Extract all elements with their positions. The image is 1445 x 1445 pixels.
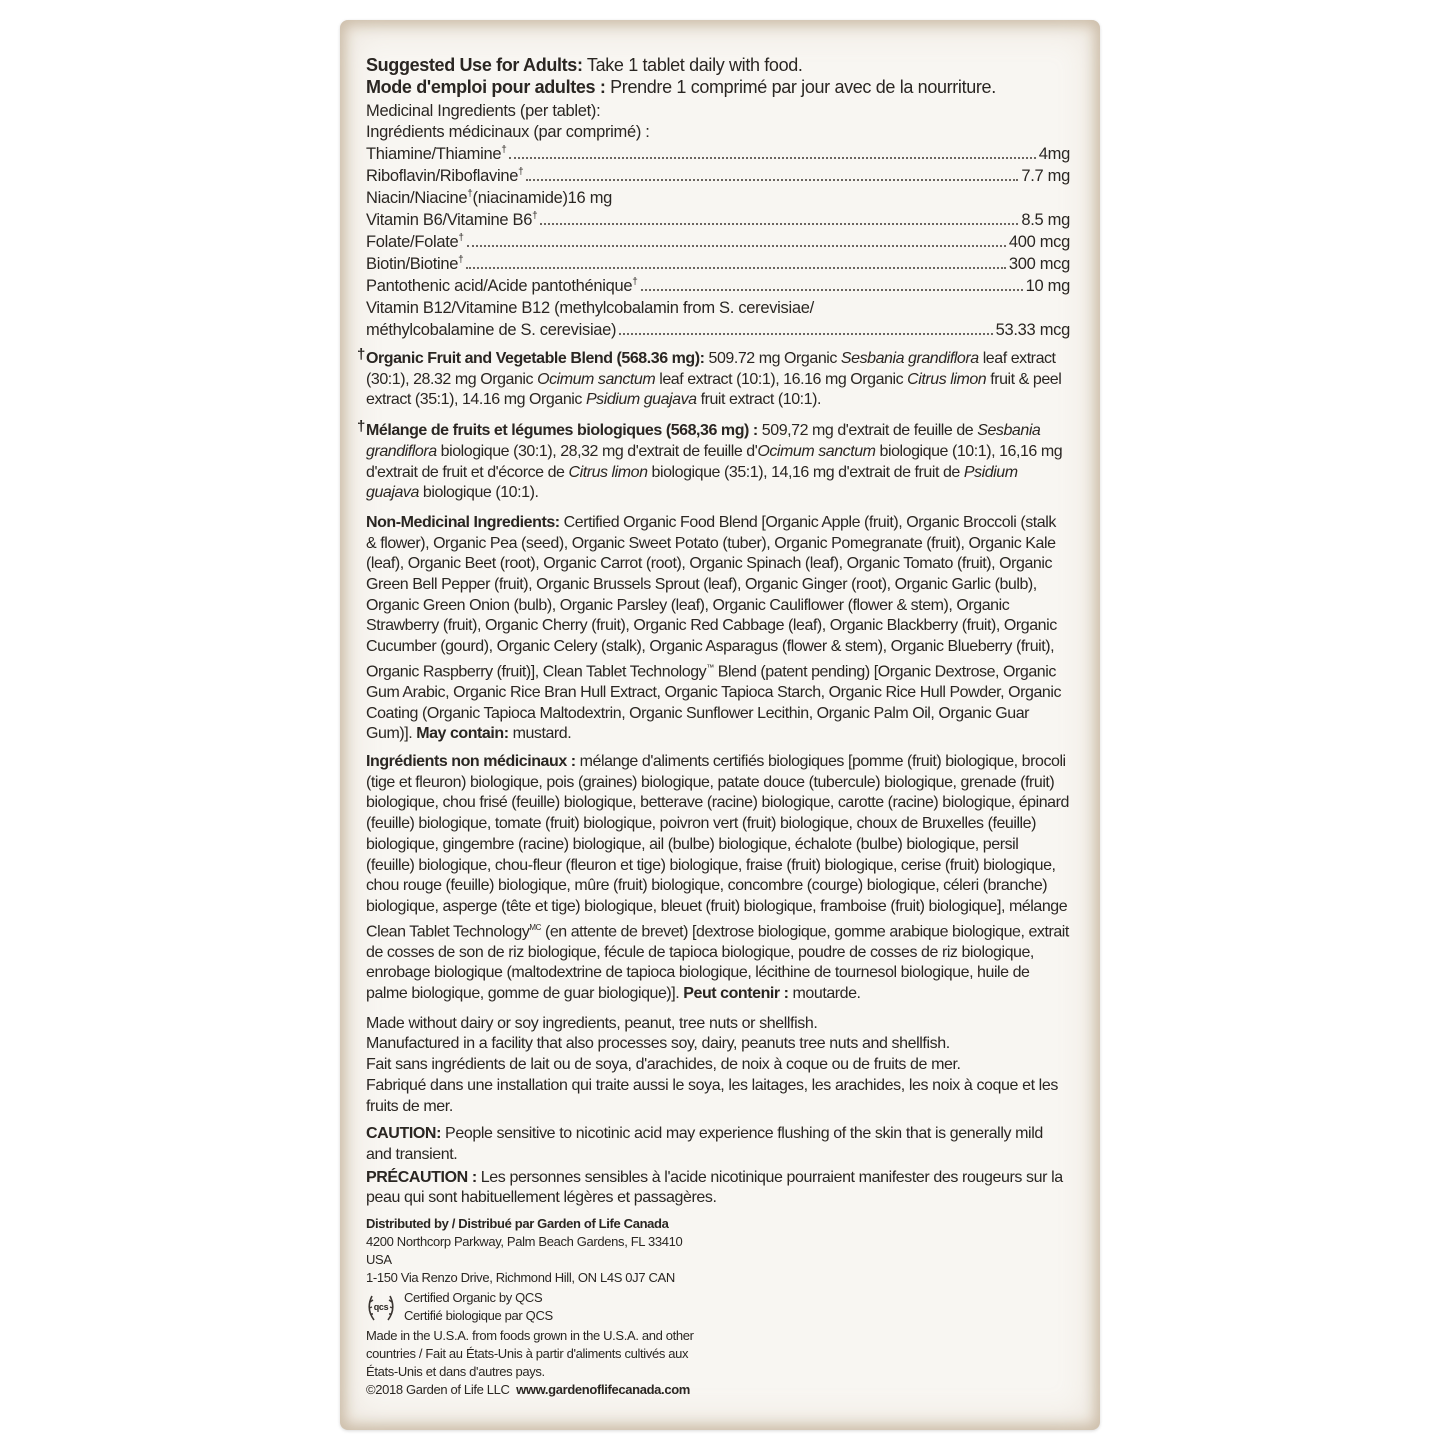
blend-en-paragraph bbox=[357, 346, 1070, 411]
ingredient-amount: 4mg bbox=[1038, 145, 1070, 163]
ingredient-amount: 300 mcg bbox=[1008, 255, 1070, 273]
species-name: Ocimum sanctum bbox=[537, 370, 656, 388]
certification-text bbox=[404, 1289, 553, 1325]
blend-text: 509.72 mg Organic bbox=[704, 350, 841, 367]
non-medicinal-en-label: Non-Medicinal Ingredients: bbox=[366, 513, 560, 531]
species-name: Citrus limon bbox=[907, 370, 987, 388]
blend-fr-paragraph bbox=[357, 418, 1070, 504]
leader-dots bbox=[466, 266, 1005, 269]
non-medicinal-fr-paragraph bbox=[366, 752, 1070, 1005]
ingredient-name: Riboflavin/Riboflavine bbox=[366, 167, 519, 185]
species-name: Ocimum sanctum bbox=[757, 442, 876, 460]
ingredient-row bbox=[366, 165, 1070, 187]
ingredient-row bbox=[366, 253, 1070, 275]
allergen-line: Fait sans ingrédients de lait ou de soya, d'arachides, de noix à coque ou de fruits de mer. bbox=[366, 1056, 961, 1074]
may-contain-label: Peut contenir : bbox=[683, 985, 789, 1003]
ingredient-row bbox=[366, 231, 1070, 253]
blend-text: leaf extract (10:1), 16.16 mg Organic bbox=[655, 370, 908, 388]
blend-text: 509,72 mg d'extrait de feuille de bbox=[757, 422, 978, 440]
allergen-line: Made without dairy or soy ingredients, peanut, tree nuts or shellfish. bbox=[366, 1014, 818, 1032]
species-name: Sesbania grandiflora bbox=[840, 350, 979, 367]
species-name: Sesbania grandiflora bbox=[366, 422, 1041, 460]
dagger-mark: † bbox=[458, 254, 464, 266]
non-medicinal-en-paragraph bbox=[366, 513, 1070, 745]
ingredient-name: Folate/Folate bbox=[366, 233, 459, 251]
copyright-text: ©2018 Garden of Life LLC bbox=[366, 1382, 510, 1398]
species-name: Psidium guajava bbox=[366, 463, 1018, 502]
caution-fr bbox=[366, 1168, 1070, 1209]
allergen-line: Manufactured in a facility that also processes soy, dairy, peanuts tree nuts and shellfish. bbox=[366, 1035, 950, 1053]
ingredient-row-b12-line1 bbox=[366, 297, 1070, 319]
non-medicinal-fr-text: mélange d'aliments certifiés biologiques [pomme (fruit) biologique, brocoli (tige et fleuron) biologique, pois (graines) biologique, patate douce (tubercule) biologique, grenade (fruit) biologique, chou frisé (feuille) biologique, betterave (racine) biologique, carotte (racine) biologique, épinard (feuille) biologique, tomate (fruit) biologique, poivron vert (fruit) biologique, choux de Bruxelles (feuille) biologique, gingembre (racine) biologique, ail (bulbe) biologique, échalote (bulbe) biologique, persil (feuille) biologique, chou-fleur (fleuron et tige) biologique, fraise (fruit) biologique, cerise (fruit) biologique, chou rouge (feuille) biologique, mûre (fruit) biologique, concombre (courge) biologique, céleri (branche) biologique, asperge (tête et tige) biologique, bleuet (fruit) biologique, framboise (fruit) biologique], mélange Clean Tablet Technology bbox=[366, 752, 1069, 940]
ingredient-suffix: (niacinamide)16 mg bbox=[472, 189, 613, 207]
caution-en bbox=[366, 1124, 1070, 1165]
ingredient-name: Niacin/Niacine bbox=[366, 189, 468, 207]
suggested-use-en-text: Take 1 tablet daily with food. bbox=[582, 55, 803, 75]
made-in-statement: Made in the U.S.A. from foods grown in the U.S.A. and other countries / Fait au États-Unis à partir d'aliments cultivés aux États-Unis et dans d'autres pays. bbox=[366, 1328, 694, 1380]
dagger-mark: † bbox=[501, 144, 507, 156]
leader-dots bbox=[619, 332, 992, 335]
leader-dots bbox=[526, 178, 1018, 181]
leader-dots bbox=[641, 288, 1023, 291]
blend-text: fruit extract (10:1). bbox=[696, 391, 821, 409]
suggested-use-fr bbox=[366, 76, 1070, 98]
non-medicinal-en-text: Certified Organic Food Blend [Organic Apple (fruit), Organic Broccoli (stalk & flower), Organic Pea (seed), Organic Sweet Potato (tuber), Organic Pomegranate (fruit), Organic Kale (leaf), Organic Beet (root), Organic Carrot (root), Organic Spinach (leaf), Organic Tomato (fruit), Organic Green Bell Pepper (fruit), Organic Brussels Sprout (leaf), Organic Ginger (root), Organic Garlic (bulb), Organic Green Onion (bulb), Organic Parsley (leaf), Organic Cauliflower (flower & stem), Organic Strawberry (fruit), Organic Cherry (fruit), Organic Red Cabbage (leaf), Organic Blackberry (fruit), Organic Cucumber (gourd), Organic Celery (stalk), Organic Asparagus (flower & stem), Organic Blueberry (fruit), Organic Raspberry (fruit)], Clean Tablet Technology bbox=[366, 513, 1057, 681]
ingredient-name: Pantothenic acid/Acide pantothénique bbox=[366, 277, 633, 295]
caution-fr-label: PRÉCAUTION : bbox=[366, 1168, 477, 1186]
certification-row bbox=[366, 1289, 711, 1325]
certified-fr: Certifié biologique par QCS bbox=[404, 1308, 553, 1324]
dagger-mark: † bbox=[518, 166, 524, 178]
may-contain-text: moutarde. bbox=[788, 985, 861, 1003]
blend-text: fruit & peel extract (35:1), 14.16 mg Organic bbox=[366, 370, 1062, 409]
suggested-use-fr-label: Mode d'emploi pour adultes : bbox=[366, 77, 606, 97]
dagger-mark: † bbox=[357, 346, 365, 363]
allergen-line: Fabriqué dans une installation qui traite aussi le soya, les laitages, les arachides, les noix à coque et les fruits de mer. bbox=[366, 1076, 1058, 1115]
address-line: 4200 Northcorp Parkway, Palm Beach Gardens, FL 33410 USA bbox=[366, 1234, 683, 1268]
leader-dots bbox=[509, 156, 1035, 159]
caution-en-label: CAUTION: bbox=[366, 1125, 442, 1143]
medicinal-heading-fr: Ingrédients médicinaux (par comprimé) : bbox=[366, 123, 650, 141]
distributor-line: Distributed by / Distribué par Garden of Life Canada bbox=[366, 1216, 669, 1232]
trademark-mark: MC bbox=[529, 922, 541, 932]
ingredient-row-b12-line2 bbox=[366, 319, 1070, 341]
blend-fr-label: Mélange de fruits et légumes biologiques (568,36 mg) : bbox=[366, 422, 758, 440]
ingredient-row bbox=[366, 209, 1070, 231]
leader-dots bbox=[540, 222, 1018, 225]
medicinal-heading-en: Medicinal Ingredients (per tablet): bbox=[366, 102, 601, 120]
trademark-mark: ™ bbox=[706, 662, 714, 672]
dagger-mark: † bbox=[357, 418, 365, 436]
blend-text: leaf extract (30:1), 28.32 mg Organic bbox=[366, 350, 1056, 388]
blend-text: biologique (10:1), 16,16 mg d'extrait de fruit et d'écorce de bbox=[366, 442, 1063, 481]
dagger-mark: † bbox=[467, 188, 473, 200]
dagger-mark: † bbox=[632, 276, 638, 288]
ingredient-row bbox=[366, 275, 1070, 297]
non-medicinal-fr-text-2: (en attente de brevet) [dextrose biologique, gomme arabique biologique, extrait de cosses de son de riz biologique, fécule de tapioca biologique, poudre de cosses de riz biologique, enrobage biologique (maltodextrine de tapioca biologique, lécithine de tournesol biologique, huile de palme biologique, gomme de guar biologique)]. bbox=[366, 922, 1069, 1003]
leader-dots bbox=[467, 244, 1006, 247]
certified-en: Certified Organic by QCS bbox=[404, 1290, 543, 1306]
qcs-logo-text: qcs bbox=[373, 1302, 389, 1313]
footer-block bbox=[366, 1215, 711, 1399]
ingredient-row bbox=[366, 187, 1070, 209]
blend-text: biologique (30:1), 28,32 mg d'extrait de feuille d' bbox=[436, 442, 758, 460]
ingredient-name: Biotin/Biotine bbox=[366, 255, 459, 273]
ingredient-amount: 53.33 mcg bbox=[995, 321, 1070, 339]
ingredient-name: Vitamin B12/Vitamine B12 (methylcobalamin from S. cerevisiae/ bbox=[366, 299, 814, 317]
allergen-statement bbox=[366, 1014, 1070, 1118]
website-link[interactable]: www.gardenoflifecanada.com bbox=[516, 1382, 690, 1398]
caution-en-text: People sensitive to nicotinic acid may experience flushing of the skin that is generally mild and transient. bbox=[366, 1125, 1043, 1163]
address-line: 1-150 Via Renzo Drive, Richmond Hill, ON L4S 0J7 CAN bbox=[366, 1270, 675, 1286]
dagger-mark: † bbox=[458, 232, 464, 244]
ingredient-name: méthylcobalamine de S. cerevisiae) bbox=[366, 321, 617, 339]
ingredient-row bbox=[366, 143, 1070, 165]
blend-text: biologique (10:1). bbox=[418, 484, 539, 502]
species-name: Citrus limon bbox=[568, 463, 648, 481]
non-medicinal-fr-label: Ingrédients non médicinaux : bbox=[366, 752, 576, 770]
non-medicinal-en-text-2: Blend (patent pending) [Organic Dextrose, Organic Gum Arabic, Organic Rice Bran Hull Extract, Organic Tapioca Starch, Organic Rice Hull Powder, Organic Coating (Organic Tapioca Maltodextrin, Organic Sunflower Lecithin, Organic Palm Oil, Organic Guar Gum)]. bbox=[366, 663, 1061, 743]
species-name: Psidium guajava bbox=[585, 391, 697, 409]
suggested-use-fr-text: Prendre 1 comprimé par jour avec de la nourriture. bbox=[605, 77, 996, 97]
blend-en-label: Organic Fruit and Vegetable Blend (568.36 mg): bbox=[366, 350, 705, 367]
label-content bbox=[357, 54, 1070, 1399]
suggested-use-en-label: Suggested Use for Adults: bbox=[366, 55, 583, 75]
may-contain-label: May contain: bbox=[416, 725, 509, 743]
ingredient-amount: 8.5 mg bbox=[1021, 211, 1070, 229]
product-label-panel bbox=[340, 20, 1100, 1430]
blend-text: biologique (35:1), 14,16 mg d'extrait de fruit de bbox=[647, 463, 964, 481]
qcs-certification-logo bbox=[366, 1290, 396, 1324]
may-contain-text: mustard. bbox=[508, 725, 572, 743]
dagger-mark: † bbox=[532, 210, 538, 222]
ingredient-amount: 7.7 mg bbox=[1021, 167, 1070, 185]
ingredient-amount: 10 mg bbox=[1025, 277, 1070, 295]
ingredient-name: Vitamin B6/Vitamine B6 bbox=[366, 211, 533, 229]
copyright-line bbox=[366, 1381, 711, 1399]
caution-fr-text: Les personnes sensibles à l'acide nicotinique pourraient manifester des rougeurs sur la peau qui sont habituellement légères et passagères. bbox=[366, 1168, 1063, 1207]
suggested-use-en bbox=[366, 54, 1070, 76]
ingredient-amount: 400 mcg bbox=[1008, 233, 1070, 251]
ingredient-name: Thiamine/Thiamine bbox=[366, 145, 502, 163]
